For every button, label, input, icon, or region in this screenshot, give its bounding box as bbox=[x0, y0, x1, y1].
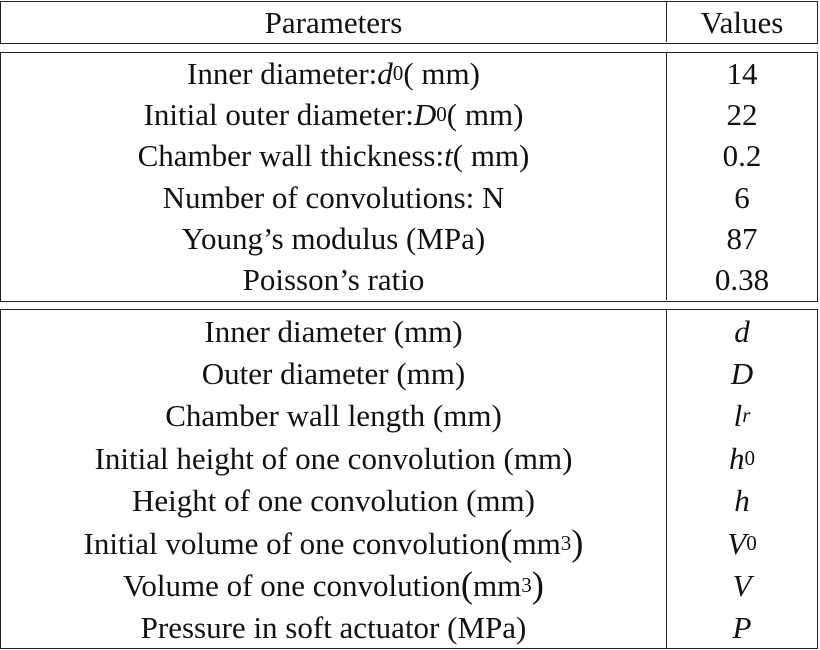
value-cell bbox=[667, 395, 817, 437]
table-row bbox=[1, 94, 817, 135]
value-cell: 0.2 bbox=[722, 138, 762, 174]
value-cell bbox=[667, 310, 817, 352]
param-cell bbox=[1, 564, 667, 606]
value-cell bbox=[667, 522, 817, 564]
unit-base: mm bbox=[473, 568, 522, 604]
open-paren: ( bbox=[500, 521, 513, 563]
param-cell: Height of one convolution (mm) bbox=[1, 480, 667, 522]
table-row bbox=[1, 259, 817, 300]
param-cell: Chamber wall length (mm) bbox=[1, 395, 667, 437]
header-values: Values bbox=[700, 4, 784, 40]
param-symbol: t bbox=[444, 138, 453, 174]
close-paren: ) bbox=[571, 521, 584, 563]
param-label: Number of convolutions: N bbox=[162, 179, 505, 215]
param-symbol: D bbox=[413, 97, 437, 133]
value-cell bbox=[667, 607, 817, 649]
param-subscript: 0 bbox=[436, 102, 447, 127]
value-cell: 6 bbox=[734, 179, 750, 215]
param-unit: ( mm) bbox=[446, 97, 524, 133]
param-unit: ( mm) bbox=[403, 56, 480, 92]
value-cell: 14 bbox=[726, 56, 758, 92]
param-label: Initial volume of one convolution bbox=[83, 525, 501, 561]
value-symbol: h bbox=[734, 483, 750, 519]
table-row bbox=[1, 395, 817, 437]
table-row bbox=[1, 522, 817, 564]
param-cell bbox=[1, 218, 667, 259]
table-row bbox=[1, 437, 817, 479]
param-cell bbox=[1, 259, 667, 300]
value-symbol: P bbox=[732, 610, 752, 646]
value-symbol: h bbox=[728, 440, 745, 476]
table-row bbox=[1, 218, 817, 259]
param-cell bbox=[1, 177, 667, 218]
header-row bbox=[1, 2, 817, 42]
close-paren: ) bbox=[531, 564, 544, 606]
value-cell bbox=[667, 564, 817, 606]
param-label: Poisson’s ratio bbox=[242, 262, 425, 298]
table-row bbox=[1, 53, 817, 94]
value-symbol: l bbox=[733, 398, 743, 434]
value-symbol: V bbox=[732, 568, 752, 604]
open-paren: ( bbox=[460, 564, 474, 606]
param-label: Initial outer diameter: bbox=[143, 97, 414, 133]
table-row bbox=[1, 607, 817, 649]
value-cell bbox=[667, 437, 817, 479]
table-row bbox=[1, 177, 817, 218]
table-row bbox=[1, 310, 817, 352]
value-symbol: D bbox=[730, 356, 754, 392]
variable-parameters-table bbox=[0, 309, 818, 649]
header-parameters: Parameters bbox=[1, 2, 667, 42]
value-cell: 22 bbox=[726, 97, 758, 133]
param-cell: Pressure in soft actuator (MPa) bbox=[1, 607, 667, 649]
param-label: Young’s modulus (MPa) bbox=[181, 220, 486, 256]
param-cell bbox=[1, 53, 667, 94]
value-subscript: 0 bbox=[746, 530, 757, 555]
header-table bbox=[0, 1, 818, 44]
fixed-parameters-table bbox=[0, 52, 818, 302]
unit-base: mm bbox=[512, 525, 561, 561]
value-cell bbox=[667, 352, 817, 394]
unit-exponent: 3 bbox=[521, 573, 532, 597]
value-symbol: V bbox=[727, 525, 747, 561]
param-subscript: 0 bbox=[392, 61, 404, 86]
unit-exponent: 3 bbox=[560, 530, 572, 555]
table-row bbox=[1, 564, 817, 606]
param-symbol: d bbox=[377, 56, 393, 92]
value-symbol: d bbox=[734, 313, 750, 349]
param-cell: Initial height of one convolution (mm) bbox=[1, 437, 667, 479]
param-cell bbox=[1, 94, 667, 135]
param-label: Inner diameter: bbox=[187, 56, 378, 92]
param-cell bbox=[1, 135, 667, 176]
table-row bbox=[1, 352, 817, 394]
table-row bbox=[1, 480, 817, 522]
param-cell bbox=[1, 522, 667, 564]
value-cell bbox=[667, 480, 817, 522]
param-label: Chamber wall thickness: bbox=[137, 138, 445, 174]
param-cell: Inner diameter (mm) bbox=[1, 310, 667, 352]
value-cell: 87 bbox=[726, 220, 758, 256]
value-cell: 0.38 bbox=[714, 262, 770, 298]
param-label: Volume of one convolution bbox=[123, 568, 461, 604]
param-unit: ( mm) bbox=[452, 138, 530, 174]
value-subscript: r bbox=[742, 403, 751, 428]
param-cell: Outer diameter (mm) bbox=[1, 352, 667, 394]
value-subscript: 0 bbox=[744, 445, 756, 470]
table-row bbox=[1, 135, 817, 176]
